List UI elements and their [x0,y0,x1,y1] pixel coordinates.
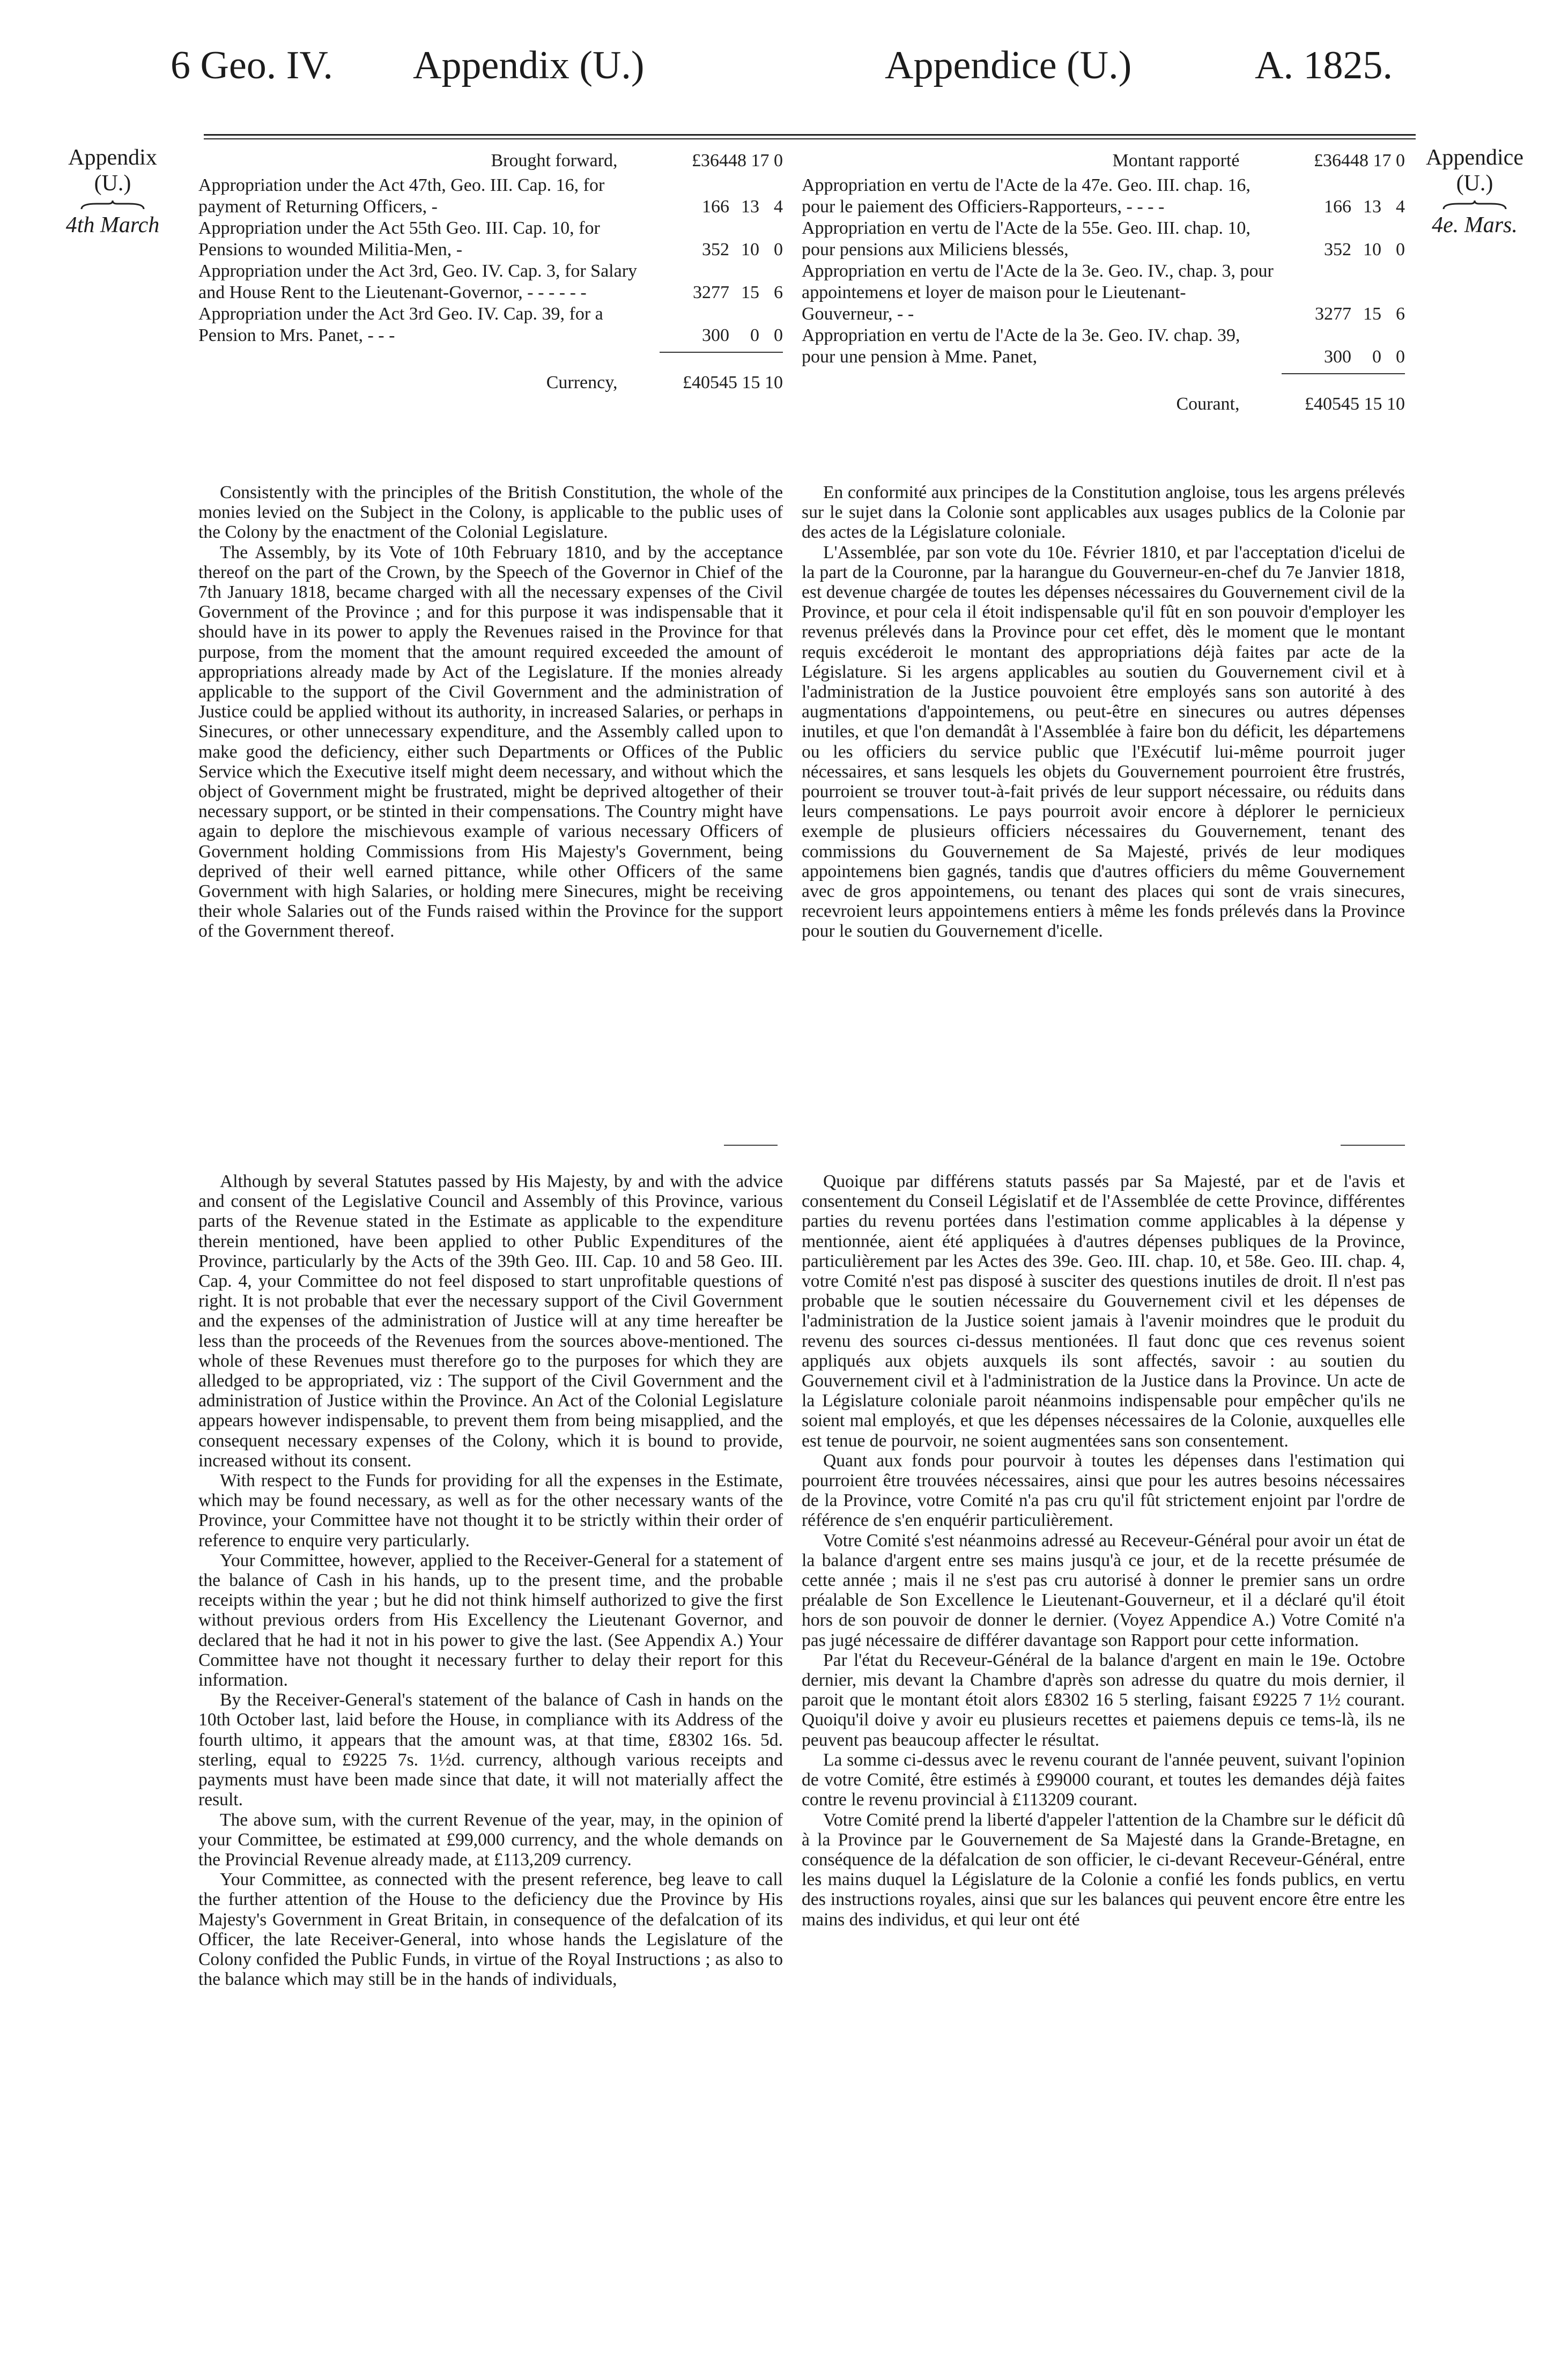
shillings-value: 0 [1372,347,1381,367]
pence-value: 0 [1396,347,1405,367]
pounds-value: 3277 [693,283,729,302]
montant-rapporte-label: Montant rapporté [1112,151,1240,170]
header-left-appendix: Appendix (U.) [413,43,645,87]
brought-forward-line [198,150,783,172]
shillings-value: 13 [1363,197,1381,217]
brought-forward-amount: £36448 17 0 [692,151,783,170]
pence-value: 0 [774,325,783,345]
margin-left-sub: (U.) [94,171,131,196]
pounds-value: 300 [702,325,729,345]
paragraph: Although by several Statutes passed by His Majesty, by and with the advice and consent of the Legislative Council and Assembly of this Province, various parts of the Revenue stated in the Estimate as applicable to the expenditure therein mentioned, have been applied to other Public Expenditures of the Province, particularly by the Acts of the 39th Geo. III. Cap. 10 and 58 Geo. III. Cap. 4, your Committee do not feel disposed to start unprofitable questions of right. It is not probable that ever the necessary support of the Civil Government and the expenses of the administration of Justice will at any time hereafter be less than the proceeds of the Revenues from the sources above-mentioned. The whole of these Revenues must therefore go to the purposes for which they are alledged to be appropriated, viz : The support of the Civil Government and the administration of Justice within the Province. An Act of the Colonial Legislature appears however indispensable, to prevent them from being misapplied, and the consequent necessary expenses of the Colony, which it is bound to provide, increased without its consent. [198,1172,783,1471]
pence-value: 0 [774,240,783,259]
pence-value: 6 [1396,304,1405,324]
paragraph: L'Assemblée, par son vote du 10e. Février 1810, et par l'acceptation d'icelui de la part de la Couronne, par la harangue du Gouverneur-en-chef du 7e Janvier 1818, est devenue chargée de toutes les dépenses nécessaires du Gouvernement civil de la Province, et pour cela il étoit indispensable qu'il fût en son pouvoir d'employer les revenus prélevés dans la Province pour cet effet, dès le moment que le montant requis excéderoit le montant des appropriations déjà faites par acte de la Législature. Si les argens applicables au soutien du Gouvernement civil et à l'administration de la Justice pouvoient être employés sans son autorité à des augmentations d'appointemens, ou peut-être en sinecures ou autres dépenses inutiles, et que l'on demandât à l'Assemblée à faire bon du déficit, les départemens ou les officiers du service public que l'Exécutif lui-même pourroit juger nécessaires, et sans lesquels les objets du Gouvernement pourroient être frustrés, pourroient se trouver tout-à-fait privés de leur support nécessaire, ou réduits dans leurs compensations. Le pays pourroit avoir encore à déplorer le pernicieux exemple de plusieurs officiers nécessaires du Gouvernement, tenant des commissions du Gouvernement de Sa Majesté, privés de leur modiques appointemens bien gagnés, tandis que d'autres officiers du même Gouvernement avec de gros appointemens, ou tenant des places qui sont de vrais sinecures, recevroient leurs appointemens entiers à même les fonds prélevés dans la Province pour le soutien du Gouvernement d'icelle. [802,542,1405,941]
courant-line [802,394,1405,415]
appropriation-description: Appropriation en vertu de l'Acte de la 47e. Geo. III. chap. 16, pour le paiement des Officiers-Rapporteurs, - - - - [802,175,1251,217]
header-right-session: A. 1825. [1255,43,1393,87]
appropriation-amount [667,196,783,218]
section-divider [1341,1145,1405,1146]
appropriation-amount [1289,346,1405,368]
shillings-value: 13 [741,197,759,217]
courant-amount: £40545 15 10 [1305,394,1405,414]
courant-label: Courant, [1176,394,1240,414]
appropriation-amount [667,239,783,261]
paragraph: Consistently with the principles of the British Constitution, the whole of the monies levied on the Subject in the Colony, is applicable to the public uses of the Colony by the enactment of the Colonial Legislature. [198,483,783,543]
margin-right-sub: (U.) [1456,171,1493,196]
english-text-part-1 [198,483,783,941]
table-row [198,261,783,303]
montant-rapporte-amount: £36448 17 0 [1314,151,1405,170]
total-amount: £40545 15 10 [683,373,783,392]
pounds-value: 166 [1324,197,1351,217]
pence-value: 4 [1396,197,1405,217]
appropriation-description: Appropriation en vertu de l'Acte de la 55e. Geo. III. chap. 10, pour pensions aux Miliciens blessés, [802,218,1251,259]
table-row [802,325,1405,368]
shillings-value: 10 [741,240,759,259]
appropriation-description: Appropriation en vertu de l'Acte de la 3e. Geo. IV. chap. 39, pour une pension à Mme. Panet, [802,325,1240,367]
sum-rule [660,352,783,353]
total-label: Currency, [546,373,618,392]
section-divider [724,1145,778,1146]
pounds-value: 166 [702,197,729,217]
paragraph: Your Committee, however, applied to the Receiver-General for a statement of the balance of Cash in his hands, up to the present time, and the probable receipts within the year ; but he did not think himself authorized to give the first without previous orders from His Excellency the Lieutenant Governor, and declared that he had it not in his power to give the last. (See Appendix A.) Your Committee have not thought it necessary further to delay their report for this information. [198,1550,783,1691]
pence-value: 0 [1396,240,1405,259]
margin-left-label: Appendix [68,145,157,170]
header-rule-top [204,134,1416,136]
appropriation-amount [667,282,783,303]
pounds-value: 300 [1324,347,1351,367]
paragraph: La somme ci-dessus avec le revenu courant de l'année peuvent, suivant l'opinion de votre Comité, être estimés à £99000 courant, et toutes les demandes déjà faites contre le revenu provincial à £113209 courant. [802,1749,1405,1810]
appropriation-description: Appropriation en vertu de l'Acte de la 3e. Geo. IV., chap. 3, pour appointemens et loyer de maison pour le Lieutenant-Gouverneur, - - [802,261,1274,324]
paragraph: By the Receiver-General's statement of the balance of Cash in hands on the 10th October last, laid before the House, in compliance with its Address of the fourth ultimo, it appears that the amount was, at that time, £8302 16s. 5d. sterling, equal to £9225 7s. 1½d. currency, although various receipts and payments must have been made since that date, it will not materially affect the result. [198,1690,783,1810]
margin-right-label: Appendice [1426,145,1523,170]
shillings-value: 15 [741,283,759,302]
table-rows [198,175,783,346]
table-row [198,218,783,261]
table-row [802,261,1405,325]
pounds-value: 3277 [1315,304,1351,324]
paragraph: Votre Comité s'est néanmoins adressé au Receveur-Général pour avoir un état de la balance d'argent entre ses mains jusqu'à ce jour, et de la recette présumée de cette année ; mais il ne s'est pas cru autorisé à donner le premier sans un ordre préalable de Son Excellence le Lieutenant-Gouverneur, et il a déclaré qu'il étoit hors de son pouvoir de donner le dernier. (Voyez Appendice A.) Votre Comité n'a pas jugé nécessaire de différer davantage son Rapport pour cette information. [802,1530,1405,1650]
appropriation-description: Appropriation under the Act 55th Geo. III. Cap. 10, for Pensions to wounded Militia-Men, - [198,218,600,259]
table-row [198,303,783,346]
margin-note-right [1405,145,1544,238]
header-rule-bottom [204,138,1416,139]
paragraph: Your Committee, as connected with the present reference, beg leave to call the further attention of the House to the deficiency due the Province by His Majesty's Government in Great Britain, in consequence of the defalcation of its Officer, the late Receiver-General, into whose hands the Legislature of the Colony confided the Public Funds, in virtue of the Royal Instructions ; as also to the balance which may still be in the hands of individuals, [198,1870,783,1990]
paragraph: With respect to the Funds for providing for all the expenses in the Estimate, which may be found necessary, as well as for the other necessary wants of the Province, your Committee have not thought it to be strictly within their order of reference to enquire very particularly. [198,1471,783,1551]
header-left-session: 6 Geo. IV. [171,43,333,87]
paragraph: Quoique par différens statuts passés par Sa Majesté, par et de l'avis et consentement du Conseil Législatif et de l'Assemblée de cette Province, différentes parties du revenu portées dans l'estimation comme applicables à la dépense y mentionnée, aient été appliquées à d'autres dépenses publiques de la Province, particulièrement par les Actes des 39e. Geo. III. chap. 10, et 58e. Geo. III. chap. 4, votre Comité n'est pas disposé à susciter des questions inutiles de droit. Il n'est pas probable que le soutien nécessaire du Gouvernement civil et les dépenses de l'administration de la Justice soient jamais à l'avenir moindres que le produit du revenu des sources ci-dessus mentionées. Il faut donc que ces revenus soient appliqués aux objets auxquels ils sont affectés, savoir : au soutien du Gouvernement civil et à l'administration de la Justice dans la Province. Un acte de la Législature coloniale paroit néanmoins indispensable pour empêcher qu'ils ne soient mal employés, et que les dépenses nécessaires de la Colonie, auxquelles elle est tenue de pourvoir, ne soient augmentées sans son consentement. [802,1172,1405,1451]
margin-left-date: 4th March [65,213,160,238]
page-header [0,43,1561,105]
french-text-part-2 [802,1172,1405,1930]
montant-rapporte-line [802,150,1405,172]
appropriation-amount [1289,239,1405,261]
total-line [198,372,783,394]
pounds-value: 352 [702,240,729,259]
brace-icon [1442,199,1507,210]
paragraph: The Assembly, by its Vote of 10th February 1810, and by the acceptance thereof on the part of the Crown, by the Speech of the Governor in Chief of the 7th January 1818, became charged with all the necessary expenses of the Civil Government of the Province ; and for this purpose it was indispensable that it should have in its power to apply the Revenues raised in the Province for that purpose, from the moment that the amount required exceeded the amount of appropriations already made by Act of the Legislature. If the monies already applicable to the support of the Civil Government and the administration of Justice could be applied without its authority, in increased Salaries, or perhaps in Sinecures, or other unnecessary expenditure, and the Assembly called upon to make good the deficiency, either such Departments or Offices of the Public Service which the Executive itself might deem necessary, and without which the object of Government might be frustrated, might be deprived altogether of their necessary support, or be stinted in their compensations. The Country might have again to deplore the mischievous example of various necessary Officers of Government holding Commissions from His Majesty's Government, being deprived of their well earned pittance, while other Officers of the same Government with high Salaries, or holding mere Sinecures, might be receiving their whole Salaries out of the Funds raised within the Province for the support of the Government thereof. [198,542,783,941]
appropriation-amount [667,325,783,346]
margin-right-date: 4e. Mars. [1432,213,1518,238]
header-right-appendix: Appendice (U.) [885,43,1132,87]
paragraph: Quant aux fonds pour pourvoir à toutes les dépenses dans l'estimation qui pourroient être trouvées nécessaires, ainsi que pour les autres besoins nécessaires de la Province, votre Comité n'a pas cru qu'il fût strictement enjoint par l'ordre de référence de s'en enquérir particulièrement. [802,1450,1405,1531]
margin-note-left [38,145,188,238]
english-appropriation-table [198,150,783,394]
appropriation-amount [1289,196,1405,218]
sum-rule [1282,373,1405,374]
appropriation-amount [1289,303,1405,325]
shillings-value: 10 [1363,240,1381,259]
table-row [802,218,1405,261]
appropriation-description: Appropriation under the Act 3rd Geo. IV. Cap. 39, for a Pension to Mrs. Panet, - - - [198,304,603,345]
shillings-value: 0 [750,325,759,345]
brought-forward-label: Brought forward, [491,151,618,170]
paragraph: Par l'état du Receveur-Général de la balance d'argent en main le 19e. Octobre dernier, mis devant la Chambre d'après son adresse du quatre du mois dernier, il paroit que le montant étoit alors £8302 16 5 sterling, faisant £9225 7 1½ courant. Quoiqu'il doive y avoir eu plusieurs recettes et paiemens depuis ce tems-là, ils ne peuvent pas beaucoup affecter le résultat. [802,1650,1405,1750]
french-text-part-1 [802,483,1405,941]
table-row [802,175,1405,218]
paragraph: The above sum, with the current Revenue of the year, may, in the opinion of your Committee, be estimated at £99,000 currency, and the whole demands on the Provincial Revenue already made, at £113,209 currency. [198,1810,783,1870]
appropriation-description: Appropriation under the Act 3rd, Geo. IV. Cap. 3, for Salary and House Rent to the Lieutenant-Governor, - - - - - - [198,261,638,302]
table-row [198,175,783,218]
paragraph: Votre Comité prend la liberté d'appeler l'attention de la Chambre sur le déficit dû à la Province par le Gouvernement de Sa Majesté dans la Grande-Bretagne, en conséquence de la défalcation de son officier, le ci-devant Receveur-Général, entre les mains duquel la Législature de la Colonie a confié les fonds publics, en vertu des instructions royales, ainsi que sur les balances qui peuvent encore être entre les mains des individus, et qui leur ont été [802,1810,1405,1930]
appropriation-description: Appropriation under the Act 47th, Geo. III. Cap. 16, for payment of Returning Officers, - [198,175,605,217]
pence-value: 6 [774,283,783,302]
table-rows [802,175,1405,368]
english-text-part-2 [198,1172,783,1989]
pence-value: 4 [774,197,783,217]
paragraph: En conformité aux principes de la Constitution angloise, tous les argens prélevés sur le sujet dans la Colonie sont applicables aux usages publics de la Colonie par des actes de la Législature coloniale. [802,483,1405,543]
shillings-value: 15 [1363,304,1381,324]
brace-icon [80,199,145,210]
pounds-value: 352 [1324,240,1351,259]
french-appropriation-table [802,150,1405,415]
